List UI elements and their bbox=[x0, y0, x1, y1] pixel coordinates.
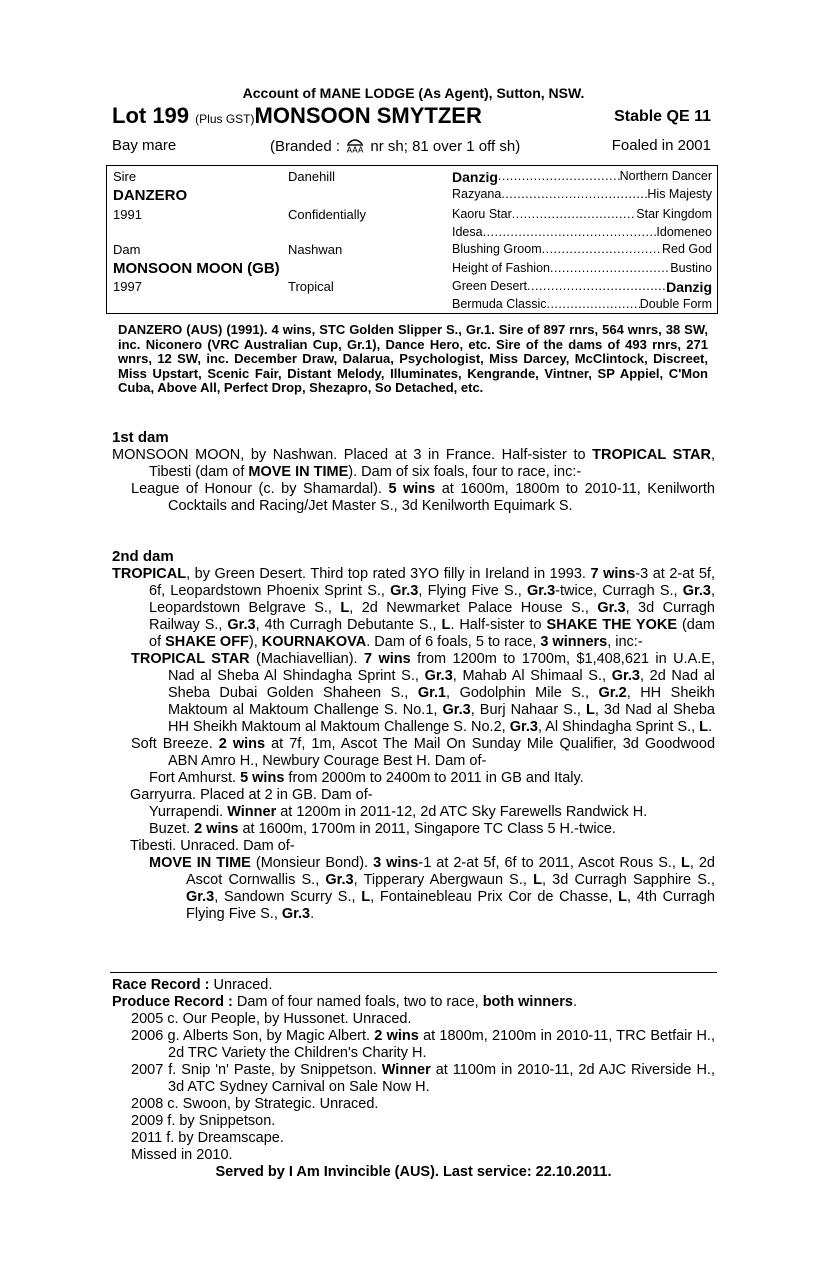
brand-info bbox=[270, 137, 520, 155]
sire-summary: DANZERO (AUS) (1991). 4 wins, STC Golden Slipper S., Gr.1. Sire of 897 rnrs, 564 wnrs, 38 SW, inc. Niconero (VRC Australian Cup, Gr.1), Dance Hero, etc. Sire of the dams of 493 rnrs, 271 wnrs, 12 SW, inc. December Draw, Dalarua, Psychologist, Miss Darcey, McClintock, Discreet, Miss Upstart, Scenic Fair, Distant Melody, Illuminates, Kengrande, Vintner, SP Appiel, C'Mon Cuba, Above All, Perfect Drop, Shezapro, So Detached, etc. bbox=[118, 322, 708, 395]
section-divider bbox=[110, 972, 717, 973]
records-section bbox=[112, 977, 715, 1181]
race-record-value: Unraced. bbox=[209, 977, 273, 993]
ancestor-name: Green Desert bbox=[452, 279, 528, 293]
produce-record-label: Produce Record : bbox=[112, 994, 233, 1010]
sire-label: Sire bbox=[113, 169, 137, 184]
grand-foal: Yurrapendi. Winner at 1200m in 2011-12, 2d ATC Sky Farewells Randwick H. bbox=[149, 804, 648, 820]
horse-name: MONSOON SMYTZER bbox=[254, 103, 482, 128]
produce-item: 2008 c. Swoon, by Strategic. Unraced. bbox=[131, 1096, 379, 1112]
dam-name: MONSOON MOON (GB) bbox=[113, 260, 280, 277]
lot-title bbox=[112, 103, 482, 129]
ancestor-name: Kaoru Star bbox=[452, 207, 512, 221]
dam-label: Dam bbox=[113, 242, 141, 257]
ancestor-row bbox=[452, 297, 712, 311]
grand-foal: Buzet. 2 wins at 1600m, 1700m in 2011, Singapore TC Class 5 H.-twice. bbox=[149, 821, 616, 837]
ancestor-row bbox=[452, 225, 712, 239]
ancestor-name: Razyana bbox=[452, 187, 502, 201]
ancestor-name: Idesa bbox=[452, 225, 483, 239]
brand-mark-icon bbox=[344, 137, 366, 153]
produce-record-value: Dam of four named foals, two to race, both winners. bbox=[232, 994, 577, 1010]
leader-dots bbox=[498, 169, 620, 185]
svg-text:AAA: AAA bbox=[346, 145, 364, 153]
sire-sire: Danehill bbox=[288, 169, 335, 184]
produce-item: 2009 f. by Snippetson. bbox=[131, 1113, 276, 1129]
first-dam-text: MONSOON MOON, by Nashwan. Placed at 3 in France. Half-sister to TROPICAL STAR, Tibesti (dam of MOVE IN TIME). Dam of six foals, four to race, inc:- bbox=[112, 447, 715, 480]
horse-sex: Bay mare bbox=[112, 137, 177, 154]
second-dam-foal: Tibesti. Unraced. Dam of- bbox=[130, 838, 295, 854]
ancestor-parent: Danzig bbox=[666, 279, 712, 295]
ancestor-row bbox=[452, 242, 712, 256]
brand-detail: nr sh; 81 over 1 off sh) bbox=[370, 138, 521, 155]
ancestor-parent: His Majesty bbox=[647, 187, 712, 201]
ancestor-row bbox=[452, 187, 712, 201]
second-dam-heading: 2nd dam bbox=[112, 548, 174, 565]
foaled-year: Foaled in 2001 bbox=[611, 137, 711, 154]
sire-year: 1991 bbox=[113, 207, 142, 222]
ancestor-name: Danzig bbox=[452, 169, 498, 185]
ancestor-name: Height of Fashion bbox=[452, 261, 550, 275]
second-dam-text: TROPICAL, by Green Desert. Third top rated 3YO filly in Ireland in 1993. 7 wins-3 at 2-at 5f, 6f, Leopardstown Phoenix Sprint S., Gr.3, Flying Five S., Gr.3-twice, Curragh S., Gr.3, Leopardstown Belgrave S., L, 2d Newmarket Palace House S., Gr.3, 3d Curragh Railway S., Gr.3, 4th Curragh Debutante S., L. Half-sister to SHAKE THE YOKE (dam of SHAKE OFF), KOURNAKOVA. Dam of 6 foals, 5 to race, 3 winners, inc:- bbox=[112, 566, 715, 650]
first-dam-heading: 1st dam bbox=[112, 429, 169, 446]
grand-foal: Fort Amhurst. 5 wins from 2000m to 2400m to 2011 in GB and Italy. bbox=[149, 770, 584, 786]
second-dam-foal: TROPICAL STAR (Machiavellian). 7 wins from 1200m to 1700m, $1,408,621 in U.A.E, Nad al Sheba Al Shindagha Sprint S., Gr.3, Mahab Al Shimaal S., Gr.3, 2d Nad al Sheba Dubai Golden Shaheen S., Gr.1, Godolphin Mile S., Gr.2, HH Sheikh Maktoum al Maktoum Challenge S. No.1, Gr.3, Burj Nahaar S., L, 3d Nad al Sheba HH Sheikh Maktoum al Maktoum Challenge S. No.2, Gr.3, Al Shindagha Sprint S., L. bbox=[131, 651, 716, 735]
plus-gst: (Plus GST) bbox=[195, 112, 255, 126]
ancestor-parent: Double Form bbox=[639, 297, 712, 311]
sire-dam: Confidentially bbox=[288, 207, 367, 222]
ancestor-name: Bermuda Classic bbox=[452, 297, 547, 311]
dam-year: 1997 bbox=[113, 279, 142, 294]
consignor-line: Account of MANE LODGE (As Agent), Sutton, NSW. bbox=[242, 85, 585, 101]
leader-dots bbox=[527, 279, 666, 295]
leader-dots bbox=[501, 187, 647, 201]
second-dam-foal: Garryurra. Placed at 2 in GB. Dam of- bbox=[130, 787, 373, 803]
served-by: Served by I Am Invincible (AUS). Last service: 22.10.2011. bbox=[215, 1164, 612, 1180]
dam-sire: Nashwan bbox=[288, 242, 343, 257]
ancestor-row bbox=[452, 207, 712, 221]
leader-dots bbox=[483, 225, 657, 239]
leader-dots bbox=[550, 261, 670, 275]
leader-dots bbox=[546, 297, 639, 311]
race-record-label: Race Record : bbox=[112, 977, 210, 993]
dam-dam: Tropical bbox=[288, 279, 334, 294]
ancestor-name: Blushing Groom bbox=[452, 242, 542, 256]
stable-number: Stable QE 11 bbox=[614, 108, 711, 125]
brand-label: (Branded : bbox=[270, 138, 341, 155]
race-record bbox=[112, 977, 715, 994]
second-dam-section bbox=[112, 566, 715, 923]
ancestor-parent: Idomeneo bbox=[656, 225, 712, 239]
ancestor-row bbox=[452, 261, 712, 275]
produce-item: Missed in 2010. bbox=[131, 1147, 233, 1163]
leader-dots bbox=[512, 207, 637, 221]
produce-item: 2007 f. Snip 'n' Paste, by Snippetson. Winner at 1100m in 2010-11, 2d AJC Riverside H., 3d ATC Sydney Carnival on Sale Now H. bbox=[131, 1062, 715, 1095]
lot-number: Lot 199 bbox=[112, 103, 190, 128]
sire-name: DANZERO bbox=[113, 187, 188, 204]
produce-item: 2006 g. Alberts Son, by Magic Albert. 2 wins at 1800m, 2100m in 2010-11, TRC Betfair H., 2d TRC Variety the Children's Charity H. bbox=[131, 1028, 715, 1061]
ancestor-parent: Northern Dancer bbox=[619, 169, 712, 183]
ancestor-parent: Red God bbox=[661, 242, 712, 256]
second-dam-foal: Soft Breeze. 2 wins at 7f, 1m, Ascot The Mail On Sunday Mile Qualifier, 3d Goodwood ABN Amro H., Newbury Courage Best H. Dam of- bbox=[131, 736, 716, 769]
produce-record bbox=[112, 994, 715, 1011]
pedigree-table bbox=[106, 165, 718, 314]
produce-item: 2011 f. by Dreamscape. bbox=[131, 1130, 284, 1146]
leader-dots bbox=[542, 242, 662, 256]
ancestor-row bbox=[452, 279, 712, 295]
ancestor-parent: Star Kingdom bbox=[636, 207, 712, 221]
grand-foal: MOVE IN TIME (Monsieur Bond). 3 wins-1 at 2-at 5f, 6f to 2011, Ascot Rous S., L, 2d Ascot Cornwallis S., Gr.3, Tipperary Abergwaun S., L, 3d Curragh Sapphire S., Gr.3, Sandown Scurry S., L, Fontainebleau Prix Cor de Chasse, L, 4th Curragh Flying Five S., Gr.3. bbox=[149, 855, 716, 922]
first-dam-foal: League of Honour (c. by Shamardal). 5 wins at 1600m, 1800m to 2010-11, Kenilworth Cocktails and Racing/Jet Master S., 3d Kenilworth Equimark S. bbox=[131, 481, 715, 514]
ancestor-parent: Bustino bbox=[670, 261, 712, 275]
first-dam-section bbox=[112, 447, 715, 515]
produce-item: 2005 c. Our People, by Hussonet. Unraced. bbox=[131, 1011, 412, 1027]
produce-list bbox=[112, 1011, 715, 1164]
ancestor-row bbox=[452, 169, 712, 185]
